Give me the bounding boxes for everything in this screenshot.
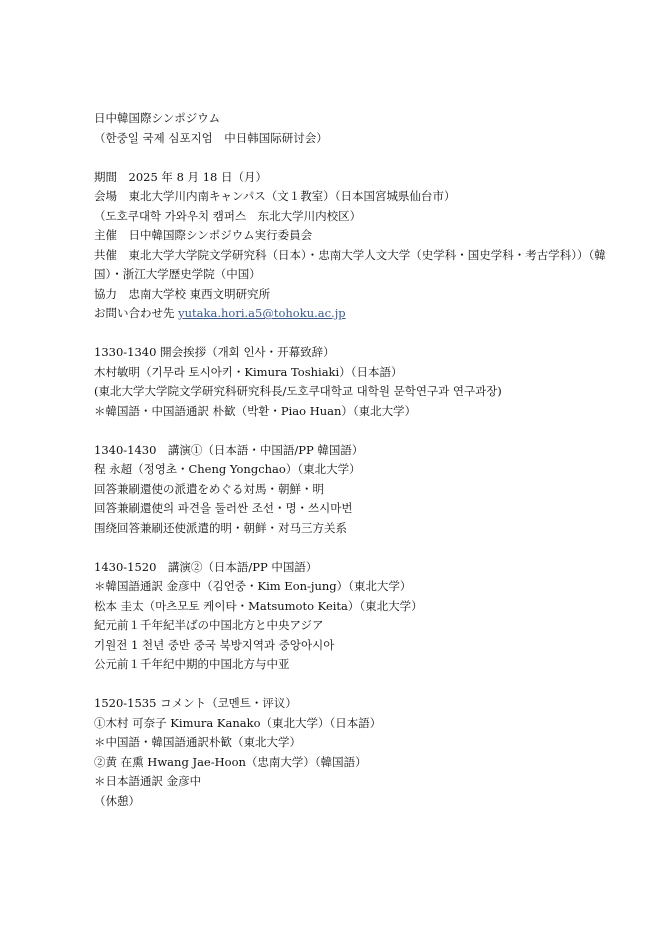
spacer: [94, 324, 634, 344]
spacer: [94, 148, 634, 168]
event-contact: [94, 304, 634, 324]
program-line: 程 永超（정영초・Cheng Yongchao）（東北大学）: [94, 462, 361, 476]
program-line: 1520-1535 コメント（코멘트・评议）: [94, 696, 297, 710]
event-date: 期間 2025 年 8 月 18 日（月）: [94, 169, 267, 184]
contact-label: お問い合わせ先: [94, 306, 179, 320]
program-line: 回答兼刷還使の派遣をめぐる対馬・朝鮮・明: [94, 481, 324, 496]
document-subtitle: （한중일 국제 심포지엄 中日韩国际研讨会）: [94, 130, 328, 145]
program-line: ＊日本語通訳 金彦中: [94, 774, 202, 788]
program-line: ①木村 可奈子 Kimura Kanako（東北大学）（日本語）: [94, 715, 382, 730]
spacer: [94, 538, 634, 558]
spacer: [94, 421, 634, 441]
program-section: [94, 343, 634, 421]
program-line: 松本 圭太（마츠모토 케이타・Matsumoto Keita）（東北大学）: [94, 598, 423, 613]
document-body: [94, 109, 634, 811]
document-title: 日中韓国際シンポジウム: [94, 111, 221, 125]
event-organizer: 主催 日中韓国際シンポジウム実行委員会: [94, 228, 313, 242]
program-line: 紀元前１千年紀半ばの中国北方と中央アジア: [94, 618, 324, 632]
program-line: 木村敏明（기무라 토시아키・Kimura Toshiaki）（日本語）: [94, 364, 403, 379]
program-line: ＊韓国語通訳 金彦中（김언중・Kim Eon-jung）（東北大学）: [94, 579, 412, 593]
program-section: [94, 558, 634, 675]
program-line: 1430-1520 講演②（日本語/PP 中国語）: [94, 559, 318, 574]
event-cooperation: 協力 忠南大学校 東西文明研究所: [94, 286, 271, 301]
program-line: (東北大学大学院文学研究科研究科長/도호쿠대학교 대학원 문학연구과 연구과장): [94, 384, 502, 398]
program-line: ＊韓国語・中国語通訳 朴歓（박환・Piao Huan）（東北大学）: [94, 403, 417, 418]
program-line: 1340-1430 講演①（日本語・中国語/PP 韓国語）: [94, 442, 364, 457]
program-line: 1330-1340 開会挨拶（개회 인사・开幕致辞）: [94, 345, 335, 359]
program-line: 기원전 1 천년 중반 중국 북방지역과 중앙아시아: [94, 637, 335, 652]
program-line: 回答兼刷還使의 파견을 둘러싼 조선・명・쓰시마번: [94, 501, 353, 515]
event-venue-alt: （도호쿠대학 가와우치 캠퍼스 东北大学川内校区）: [94, 208, 362, 223]
program-section: [94, 694, 634, 811]
program-line: （休憩）: [94, 793, 140, 808]
program-line: 公元前１千年纪中期的中国北方与中亚: [94, 657, 290, 671]
contact-email-link[interactable]: yutaka.hori.a5@tohoku.ac.jp: [178, 306, 346, 320]
program-line: 围绕回答兼刷还使派遣的明・朝鲜・对马三方关系: [94, 520, 347, 535]
spacer: [94, 675, 634, 695]
program-line: ＊中国語・韓国語通訳朴歓（東北大学）: [94, 735, 301, 749]
program-line: ②黄 在熏 Hwang Jae-Hoon（忠南大学）（韓国語）: [94, 754, 367, 769]
event-cohost: 共催 東北大学大学院文学研究科（日本）・忠南大学人文大学（史学科・国史学科・考古学科））（韓国）・浙江大学歴史学院（中国）: [94, 247, 606, 281]
event-venue: 会場 東北大学川内南キャンパス（文１教室）（日本国宮城県仙台市）: [94, 189, 456, 203]
program-section: [94, 441, 634, 539]
